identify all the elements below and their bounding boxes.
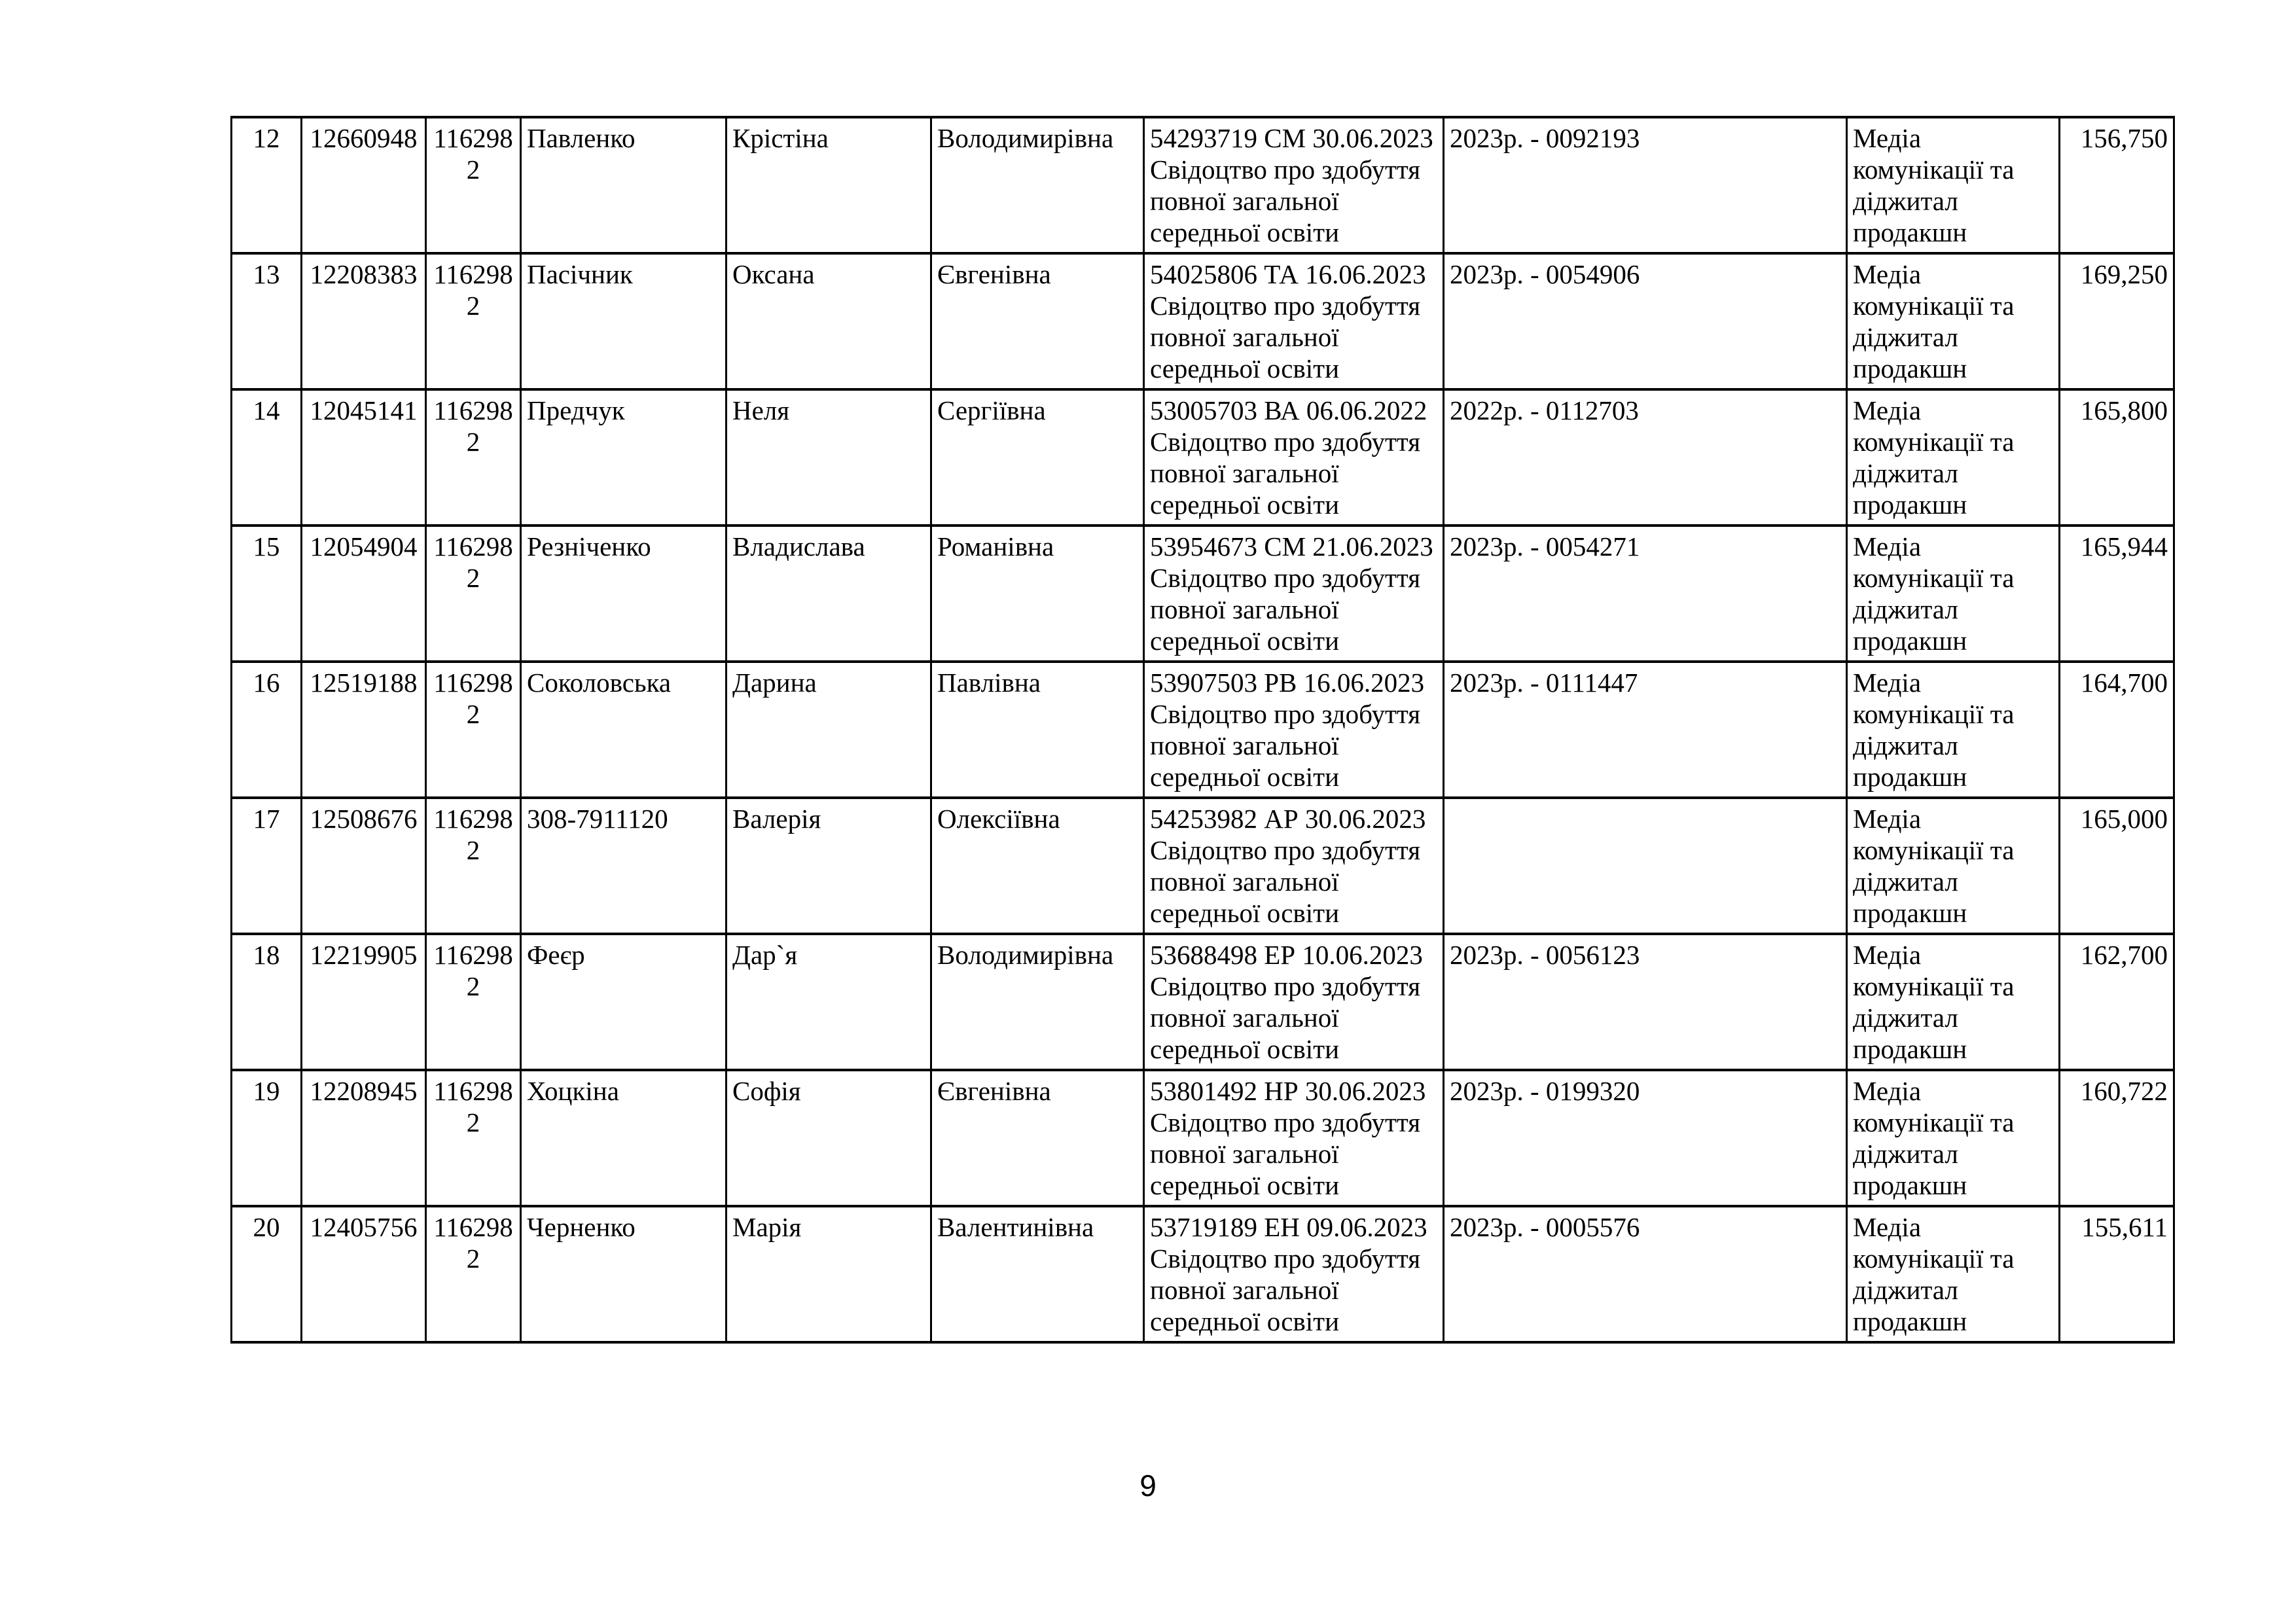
document-number: 53688498 ЕР 10.06.2023 — [1150, 940, 1423, 970]
document-type: Свідоцтво про здобуття повної загальної середньої освіти — [1150, 427, 1421, 520]
cell-applicant-id: 12208945 — [302, 1070, 426, 1206]
page-number: 9 — [1139, 1469, 1157, 1503]
cell-patronymic: Валентинівна — [931, 1206, 1144, 1342]
cell-program-name: Медіа комунікації та діджитал продакшн — [1847, 934, 2060, 1070]
document-type: Свідоцтво про здобуття повної загальної середньої освіти — [1150, 699, 1421, 792]
table-row — [232, 253, 2174, 389]
cell-row-number: 19 — [232, 1070, 302, 1206]
cell-year-code: 2023р. - 0092193 — [1444, 117, 1847, 253]
cell-applicant-id: 12045141 — [302, 389, 426, 526]
document-number: 53954673 СМ 21.06.2023 — [1150, 531, 1433, 562]
cell-row-number: 13 — [232, 253, 302, 389]
table-row — [232, 526, 2174, 662]
document-number: 53719189 ЕН 09.06.2023 — [1150, 1212, 1427, 1242]
cell-first-name: Неля — [726, 389, 931, 526]
cell-first-name: Дар`я — [726, 934, 931, 1070]
cell-first-name: Владислава — [726, 526, 931, 662]
cell-year-code: 2023р. - 0054906 — [1444, 253, 1847, 389]
cell-score: 156,750 — [2060, 117, 2174, 253]
cell-program-name: Медіа комунікації та діджитал продакшн — [1847, 389, 2060, 526]
document-type: Свідоцтво про здобуття повної загальної середньої освіти — [1150, 1107, 1421, 1200]
cell-program-code — [426, 253, 521, 389]
cell-education-document — [1144, 389, 1444, 526]
cell-year-code: 2022р. - 0112703 — [1444, 389, 1847, 526]
cell-patronymic: Сергіївна — [931, 389, 1144, 526]
cell-education-document — [1144, 798, 1444, 934]
cell-program-name: Медіа комунікації та діджитал продакшн — [1847, 117, 2060, 253]
program-code-value: 1162982 — [433, 259, 513, 321]
cell-surname: Павленко — [521, 117, 726, 253]
cell-first-name: Валерія — [726, 798, 931, 934]
cell-score: 165,800 — [2060, 389, 2174, 526]
document-number: 54293719 СМ 30.06.2023 — [1150, 123, 1433, 153]
program-code-value: 1162982 — [433, 668, 513, 729]
cell-year-code: 2023р. - 0056123 — [1444, 934, 1847, 1070]
cell-score: 160,722 — [2060, 1070, 2174, 1206]
cell-education-document — [1144, 662, 1444, 798]
document-type: Свідоцтво про здобуття повної загальної середньої освіти — [1150, 154, 1421, 247]
cell-first-name: Софія — [726, 1070, 931, 1206]
document-number: 53005703 ВА 06.06.2022 — [1150, 395, 1427, 425]
cell-education-document — [1144, 253, 1444, 389]
table-row — [232, 798, 2174, 934]
cell-first-name: Марія — [726, 1206, 931, 1342]
cell-score: 162,700 — [2060, 934, 2174, 1070]
cell-row-number: 14 — [232, 389, 302, 526]
cell-year-code: 2023р. - 0005576 — [1444, 1206, 1847, 1342]
cell-surname: Предчук — [521, 389, 726, 526]
document-type: Свідоцтво про здобуття повної загальної середньої освіти — [1150, 291, 1421, 383]
document-number: 54253982 АР 30.06.2023 — [1150, 804, 1426, 834]
cell-program-code — [426, 934, 521, 1070]
cell-education-document — [1144, 117, 1444, 253]
program-code-value: 1162982 — [433, 395, 513, 457]
cell-program-code — [426, 526, 521, 662]
document-number: 53907503 РВ 16.06.2023 — [1150, 668, 1425, 698]
table-row — [232, 1070, 2174, 1206]
cell-surname: Соколовська — [521, 662, 726, 798]
cell-program-code — [426, 389, 521, 526]
cell-surname: Феєр — [521, 934, 726, 1070]
cell-applicant-id: 12660948 — [302, 117, 426, 253]
program-code-value: 1162982 — [433, 1076, 513, 1137]
table-row — [232, 662, 2174, 798]
cell-score: 155,611 — [2060, 1206, 2174, 1342]
cell-surname: Пасічник — [521, 253, 726, 389]
document-number: 53801492 НР 30.06.2023 — [1150, 1076, 1426, 1106]
cell-applicant-id: 12405756 — [302, 1206, 426, 1342]
cell-row-number: 17 — [232, 798, 302, 934]
program-code-value: 1162982 — [433, 123, 513, 185]
document-number: 54025806 ТА 16.06.2023 — [1150, 259, 1426, 289]
cell-applicant-id: 12208383 — [302, 253, 426, 389]
cell-year-code: 2023р. - 0199320 — [1444, 1070, 1847, 1206]
cell-program-name: Медіа комунікації та діджитал продакшн — [1847, 253, 2060, 389]
cell-surname: 308-7911120 — [521, 798, 726, 934]
cell-patronymic: Володимирівна — [931, 117, 1144, 253]
cell-patronymic: Олексіївна — [931, 798, 1144, 934]
cell-surname: Хоцкіна — [521, 1070, 726, 1206]
document-type: Свідоцтво про здобуття повної загальної середньої освіти — [1150, 563, 1421, 656]
document-type: Свідоцтво про здобуття повної загальної середньої освіти — [1150, 1243, 1421, 1336]
cell-education-document — [1144, 1070, 1444, 1206]
program-code-value: 1162982 — [433, 1212, 513, 1274]
cell-applicant-id: 12508676 — [302, 798, 426, 934]
cell-first-name: Оксана — [726, 253, 931, 389]
table-row — [232, 1206, 2174, 1342]
cell-program-name: Медіа комунікації та діджитал продакшн — [1847, 1070, 2060, 1206]
cell-program-code — [426, 1070, 521, 1206]
program-code-value: 1162982 — [433, 531, 513, 593]
cell-program-code — [426, 117, 521, 253]
cell-row-number: 20 — [232, 1206, 302, 1342]
cell-program-name: Медіа комунікації та діджитал продакшн — [1847, 662, 2060, 798]
cell-program-code — [426, 1206, 521, 1342]
cell-row-number: 12 — [232, 117, 302, 253]
cell-year-code: 2023р. - 0111447 — [1444, 662, 1847, 798]
cell-education-document — [1144, 1206, 1444, 1342]
cell-surname: Резніченко — [521, 526, 726, 662]
cell-score: 165,944 — [2060, 526, 2174, 662]
cell-applicant-id: 12054904 — [302, 526, 426, 662]
cell-education-document — [1144, 526, 1444, 662]
cell-patronymic: Євгенівна — [931, 253, 1144, 389]
cell-program-code — [426, 662, 521, 798]
table-row — [232, 117, 2174, 253]
document-type: Свідоцтво про здобуття повної загальної середньої освіти — [1150, 971, 1421, 1064]
cell-first-name: Дарина — [726, 662, 931, 798]
cell-education-document — [1144, 934, 1444, 1070]
cell-program-code — [426, 798, 521, 934]
cell-year-code: 2023р. - 0054271 — [1444, 526, 1847, 662]
document-type: Свідоцтво про здобуття повної загальної середньої освіти — [1150, 835, 1421, 928]
cell-patronymic: Володимирівна — [931, 934, 1144, 1070]
cell-row-number: 16 — [232, 662, 302, 798]
cell-row-number: 15 — [232, 526, 302, 662]
cell-score: 165,000 — [2060, 798, 2174, 934]
cell-first-name: Крістіна — [726, 117, 931, 253]
cell-applicant-id: 12519188 — [302, 662, 426, 798]
cell-score: 164,700 — [2060, 662, 2174, 798]
table-row — [232, 934, 2174, 1070]
cell-program-name: Медіа комунікації та діджитал продакшн — [1847, 1206, 2060, 1342]
program-code-value: 1162982 — [433, 804, 513, 865]
table-row — [232, 389, 2174, 526]
cell-year-code — [1444, 798, 1847, 934]
cell-patronymic: Павлівна — [931, 662, 1144, 798]
applicants-table — [230, 116, 2175, 1344]
cell-patronymic: Євгенівна — [931, 1070, 1144, 1206]
cell-applicant-id: 12219905 — [302, 934, 426, 1070]
cell-patronymic: Романівна — [931, 526, 1144, 662]
cell-program-name: Медіа комунікації та діджитал продакшн — [1847, 526, 2060, 662]
program-code-value: 1162982 — [433, 940, 513, 1001]
cell-program-name: Медіа комунікації та діджитал продакшн — [1847, 798, 2060, 934]
cell-score: 169,250 — [2060, 253, 2174, 389]
cell-row-number: 18 — [232, 934, 302, 1070]
cell-surname: Черненко — [521, 1206, 726, 1342]
